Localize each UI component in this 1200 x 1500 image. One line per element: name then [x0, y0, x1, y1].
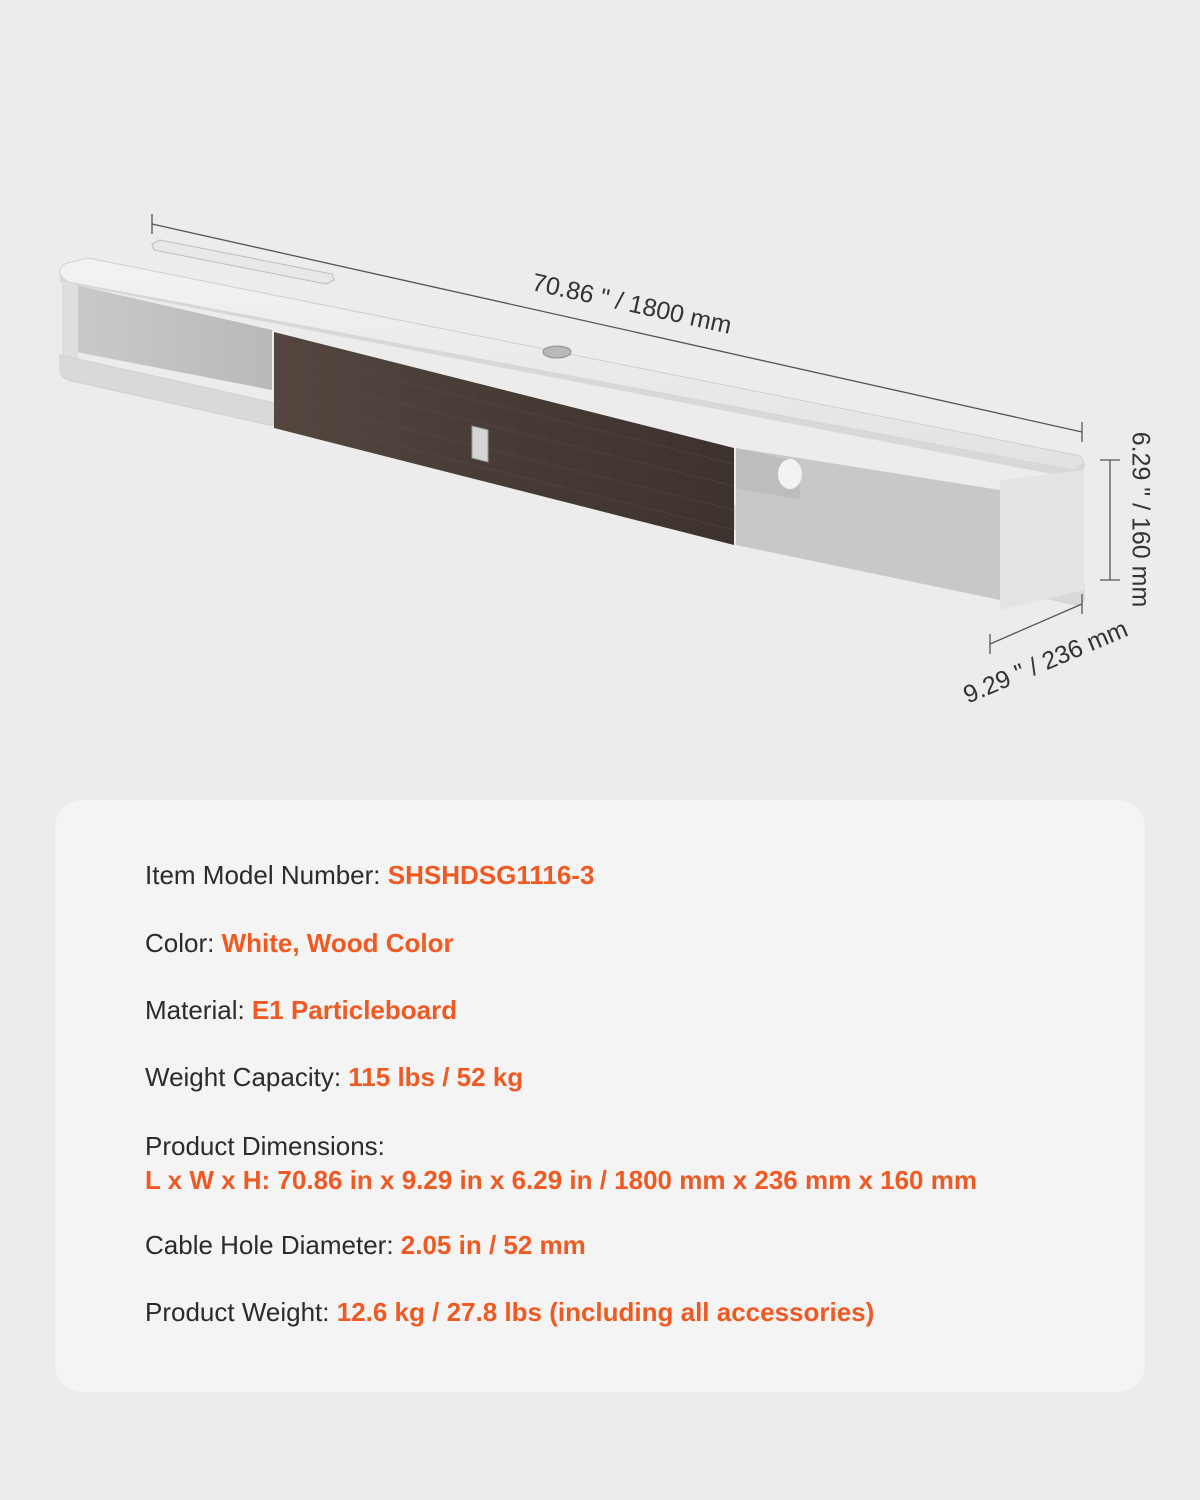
spec-value: 115 lbs / 52 kg	[348, 1062, 524, 1092]
spec-value: 2.05 in / 52 mm	[400, 1230, 586, 1260]
cable-hole-icon	[778, 459, 802, 489]
spec-model-number	[145, 860, 594, 891]
spec-label: Product Dimensions:	[145, 1131, 385, 1161]
spec-product-dimensions	[145, 1129, 977, 1197]
depth-label: 9.29 " / 236 mm	[959, 614, 1132, 710]
spec-value: E1 Particleboard	[251, 995, 458, 1025]
spec-value: 12.6 kg / 27.8 lbs (including all accessories)	[336, 1297, 875, 1327]
height-dimension-line	[1100, 460, 1120, 580]
spec-product-weight	[145, 1297, 874, 1328]
spec-label: Item Model Number:	[145, 860, 388, 890]
spec-label: Material:	[145, 995, 252, 1025]
spec-material	[145, 995, 457, 1026]
spec-value: White, Wood Color	[221, 928, 454, 958]
length-label: 70.86 " / 1800 mm	[529, 268, 735, 340]
right-end-panel	[1000, 470, 1084, 610]
spec-value: SHSHDSG1116-3	[387, 860, 595, 890]
spec-color	[145, 928, 454, 959]
height-label: 6.29 " / 160 mm	[1126, 431, 1155, 608]
spec-weight-capacity	[145, 1062, 523, 1093]
spec-label: Weight Capacity:	[145, 1062, 349, 1092]
drawer-handle-icon	[472, 426, 488, 462]
spec-label: Product Weight:	[145, 1297, 337, 1327]
spec-label: Cable Hole Diameter:	[145, 1230, 401, 1260]
spec-value: L x W x H: 70.86 in x 9.29 in x 6.29 in / 1800 mm x 236 mm x 160 mm	[145, 1165, 977, 1195]
spec-label: Color:	[145, 928, 222, 958]
cable-grommet-icon	[543, 346, 571, 358]
spec-cable-hole-diameter	[145, 1230, 586, 1261]
